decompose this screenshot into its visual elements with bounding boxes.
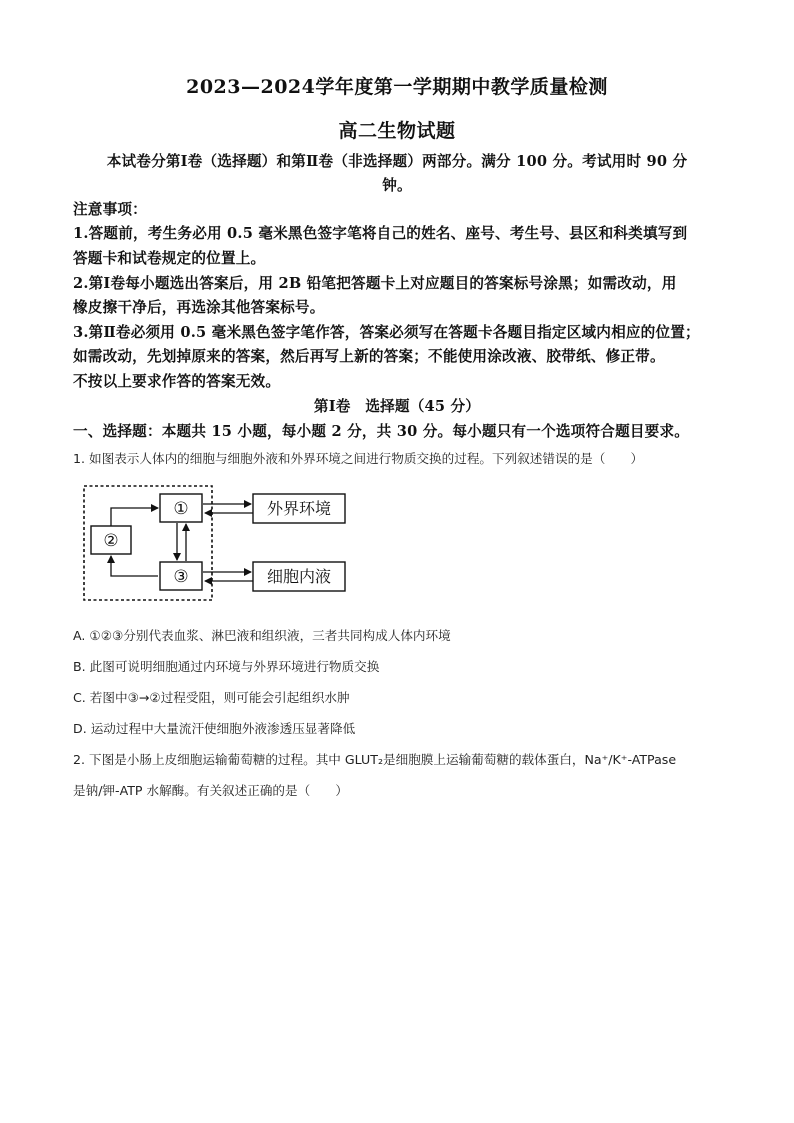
- box-intracellular-fluid-label: 细胞内液: [266, 567, 332, 586]
- exchange-diagram: [78, 482, 378, 612]
- notes-line: 答题卡和试卷规定的位置上。: [73, 250, 266, 267]
- question-1-option-c: C. 若图中③→②过程受阻，则可能会引起组织水肿: [73, 690, 350, 705]
- notes-line: 如需改动，先划掉原来的答案，然后再写上新的答案；不能使用涂改液、胶带纸、修正带。: [73, 348, 665, 365]
- box-2-label: ②: [103, 531, 119, 551]
- intro-line-2: 钟。: [382, 177, 412, 194]
- section-title: 第Ⅰ卷 选择题（45 分）: [313, 398, 481, 415]
- notes-heading: 注意事项：: [73, 201, 147, 218]
- question-1-option-a: A. ①②③分别代表血浆、淋巴液和组织液，三者共同构成人体内环境: [73, 628, 451, 643]
- question-2-stem-line-1: 2. 下图是小肠上皮细胞运输葡萄糖的过程。其中 GLUT₂是细胞膜上运输葡萄糖的载体蛋白，Na⁺/K⁺-ATPase: [73, 752, 677, 767]
- section-instruction: 一、选择题：本题共 15 小题，每小题 2 分，共 30 分。每小题只有一个选项符合题目要求。: [73, 423, 690, 440]
- box-outer-environment-label: 外界环境: [266, 499, 332, 518]
- notes-line: 不按以上要求作答的答案无效。: [73, 373, 281, 390]
- intro-line-1: 本试卷分第Ⅰ卷（选择题）和第Ⅱ卷（非选择题）两部分。满分 100 分。考试用时 90 分: [106, 153, 688, 170]
- question-1-option-d: D. 运动过程中大量流汗使细胞外液渗透压显著降低: [73, 721, 356, 736]
- exam-subtitle: 高二生物试题: [338, 120, 456, 142]
- notes-line: 1.答题前，考生务必用 0.5 毫米黑色签字笔将自己的姓名、座号、考生号、县区和科类填写到: [73, 225, 688, 242]
- exam-title: 2023—2024学年度第一学期期中教学质量检测: [186, 76, 608, 98]
- question-1-stem: 1. 如图表示人体内的细胞与细胞外液和外界环境之间进行物质交换的过程。下列叙述错误的是（ ）: [73, 451, 644, 466]
- question-2-stem-line-2: 是钠/钾-ATP 水解酶。有关叙述正确的是（ ）: [73, 783, 348, 798]
- box-1-label: ①: [173, 499, 189, 519]
- question-1-option-b: B. 此图可说明细胞通过内环境与外界环境进行物质交换: [73, 659, 380, 674]
- notes-line: 橡皮擦干净后，再选涂其他答案标号。: [73, 299, 325, 316]
- notes-line: 3.第Ⅱ卷必须用 0.5 毫米黑色签字笔作答，答案必须写在答题卡各题目指定区域内相应的位置；: [73, 324, 700, 341]
- arrow-2-to-1: [111, 508, 158, 526]
- notes-line: 2.第Ⅰ卷每小题选出答案后，用 2B 铅笔把答题卡上对应题目的答案标号涂黑；如需改动，用: [73, 275, 677, 292]
- arrow-3-to-2: [111, 556, 158, 576]
- box-3-label: ③: [173, 567, 189, 587]
